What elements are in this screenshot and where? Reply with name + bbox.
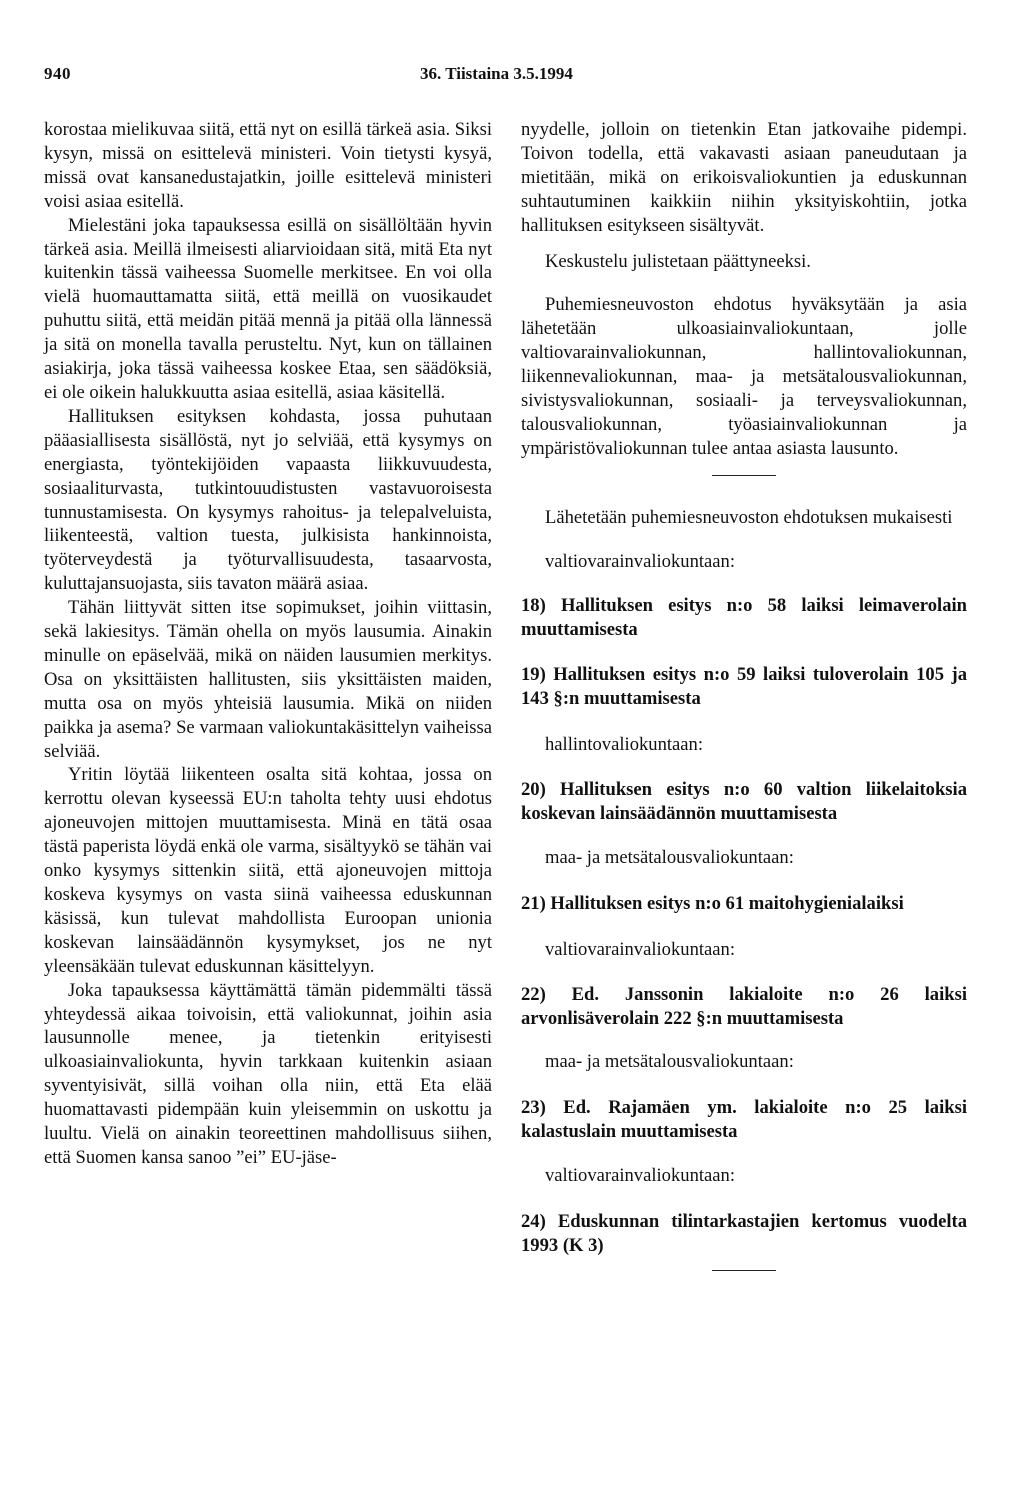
spacer bbox=[521, 574, 967, 594]
agenda-item-20: 20) Hallituksen esitys n:o 60 valtion liikelaitoksia koskevan lainsäädännön muuttamisesta bbox=[521, 779, 967, 825]
paragraph: korostaa mielikuvaa siitä, että nyt on esillä tärkeä asia. Siksi kysyn, missä on esittelevä ministeri. Voin tietysti kysyä, missä ovat kansanedustajatkin, joille esittelevä ministeri voisi asiaa esitellä. bbox=[44, 119, 492, 212]
agenda-item-21: 21) Hallituksen esitys n:o 61 maitohygienialaiksi bbox=[521, 892, 904, 914]
committee-heading: maa- ja metsätalousvaliokuntaan: bbox=[545, 1051, 794, 1073]
agenda-item-23: 23) Ed. Rajamäen ym. lakialoite n:o 25 laiksi kalastuslain muuttamisesta bbox=[521, 1097, 967, 1143]
paragraph: Mielestäni joka tapauksessa esillä on sisällöltään hyvin tärkeä asia. Meillä ilmeisesti aliarvioidaan sitä, mitä Eta nyt kuitenkin tässä vaiheessa Suomelle merkitsee. En voi olla vielä huomauttamatta siitä, että meillä on vuosikaudet puhuttu siitä, että meidän pitää mennä ja pitää olla lännessä ja sitä on monella tavalla perusteltu. Nyt, kun on tällainen asiakirja, joka tässä vaiheessa koskee Etaa, sen säädöksiä, ei ole oikein halukkuutta asiaa esitellä, asiaa käsitellä. bbox=[44, 214, 492, 403]
spacer bbox=[521, 641, 967, 663]
paragraph: Yritin löytää liikenteen osalta sitä kohtaa, jossa on kerrottu olevan kyseessä EU:n taholta tehty uusi ehdotus ajoneuvojen mittojen muuttamisesta. Minä en tätä osaa tästä paperista löydä enkä ole varma, sisältyykö se tähän vai onko kysymys sittenkin siitä, että ajoneuvojen mittoja koskeva kysymys on vasta siinä vaiheessa eduskunnan käsissä, kun tulevat mahdollista Euroopan unionia koskevan lainsäädännön kysymykset, jos ne nyt yleensäkään tulevat eduskunnan käsittelyyn. bbox=[44, 764, 492, 977]
page-number: 940 bbox=[44, 64, 71, 83]
spacer bbox=[521, 530, 967, 550]
spacer bbox=[521, 1074, 967, 1096]
right-column bbox=[521, 118, 967, 1271]
spacer bbox=[521, 1144, 967, 1164]
spacer bbox=[521, 757, 967, 778]
running-head: 36. Tiistaina 3.5.1994 bbox=[420, 64, 573, 83]
spacer bbox=[521, 711, 967, 733]
section-divider bbox=[712, 1270, 776, 1271]
referral-intro: Lähetetään puhemiesneuvoston ehdotuksen mukaisesti bbox=[545, 506, 953, 528]
spacer bbox=[521, 962, 967, 983]
spacer bbox=[521, 826, 967, 846]
spacer bbox=[521, 273, 967, 293]
spacer bbox=[521, 1258, 967, 1270]
committee-heading: hallintovaliokuntaan: bbox=[545, 734, 704, 756]
agenda-item-22: 22) Ed. Janssonin lakialoite n:o 26 laiksi arvonlisäverolain 222 §:n muuttamisesta bbox=[521, 983, 967, 1029]
paragraph: Tähän liittyvät sitten itse sopimukset, joihin viittasin, sekä lakiesitys. Tämän ohella on myös lausumia. Ainakin minulle on epäselvää, mikä on näiden lausumien merkitys. Osa on yksittäisten hallitusten, siis yksittäisten maiden, mutta osa on myös yhteisiä lausumia. Mikä on niiden paikka ja asema? Se varmaan valiokuntakäsittelyn vaiheissa selviää. bbox=[44, 597, 492, 762]
paragraph: Hallituksen esityksen kohdasta, jossa puhutaan pääasiallisesta sisällöstä, nyt jo selviää, että kysymys on energiasta, työntekijöiden vapaasta liikkuvuudesta, sosiaaliturvasta, tutkintouudistusten vastavuoroisesta tunnustamisesta. On kysymys rahoitus- ja telepalveluista, liikenteestä, valtion tuesta, julkisista hankinnoista, työterveydestä ja työturvallisuudesta, tasaarvosta, kuluttajansuojasta, siis tavaton määrä asiaa. bbox=[44, 405, 492, 595]
spacer bbox=[521, 916, 967, 938]
spacer bbox=[521, 1030, 967, 1050]
agenda-item-18: 18) Hallituksen esitys n:o 58 laiksi leimaverolain muuttamisesta bbox=[521, 594, 967, 640]
committee-heading: valtiovarainvaliokuntaan: bbox=[545, 938, 736, 960]
spacer bbox=[521, 870, 967, 892]
committee-heading: maa- ja metsätalousvaliokuntaan: bbox=[545, 846, 794, 868]
committee-heading: valtiovarainvaliokuntaan: bbox=[545, 1165, 736, 1187]
spacer bbox=[521, 238, 967, 250]
debate-closed-text: Keskustelu julistetaan päättyneeksi. bbox=[545, 250, 811, 272]
agenda-item-24: 24) Eduskunnan tilintarkastajien kertomus vuodelta 1993 (K 3) bbox=[521, 1211, 967, 1256]
paragraph-continuation: nyydelle, jolloin on tietenkin Etan jatkovaihe pidempi. Toivon todella, että vakavasti asiaan paneudutaan ja mietitään, mikä on erikoisvaliokuntien ja eduskunnan suhtautuminen kaikkiin niihin yksityiskohtiin, jotka hallituksen esitykseen sisältyvät. bbox=[521, 119, 967, 236]
spacer bbox=[521, 476, 967, 506]
spacer bbox=[521, 1188, 967, 1210]
spacer bbox=[521, 461, 967, 475]
committee-heading: valtiovarainvaliokuntaan: bbox=[545, 550, 736, 572]
proposal-text: Puhemiesneuvoston ehdotus hyväksytään ja asia lähetetään ulkoasiainvaliokuntaan, jolle valtiovarainvaliokunnan, hallintovaliokunnan, liikennevaliokunnan, maa- ja metsätalousvaliokunnan, sivistysvaliokunnan, sosiaali- ja terveysvaliokunnan, talousvaliokunnan, työasiainvaliokunnan ja ympäristövaliokunnan tulee antaa asiasta lausunto. bbox=[521, 294, 967, 459]
paragraph: Joka tapauksessa käyttämättä tämän pidemmälti tässä yhteydessä aikaa toivoisin, että valiokunnat, joihin asia lausunnolle menee, ja tietenkin erityisesti ulkoasiainvaliokunta, hyvin tarkkaan kuitenkin asiaan syventyisivät, sillä voihan olla niin, että Eta elää huomattavasti pidempään kuin yleisemmin on uskottu ja luultu. Vielä on ainakin teoreettinen mahdollisuus siihen, että Suomen kansa sanoo ”ei” EU-jäse- bbox=[44, 979, 492, 1168]
left-column bbox=[44, 118, 492, 1170]
agenda-item-19: 19) Hallituksen esitys n:o 59 laiksi tuloverolain 105 ja 143 §:n muuttamisesta bbox=[521, 664, 967, 710]
